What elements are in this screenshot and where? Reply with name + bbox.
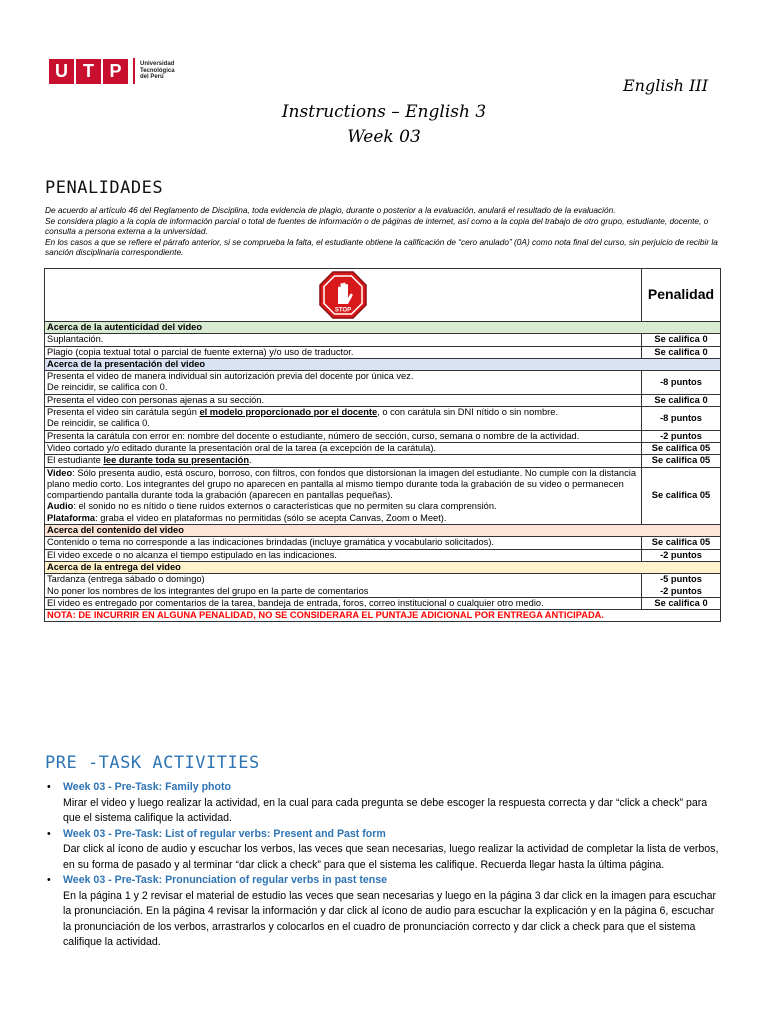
category-row-content: [45, 525, 721, 537]
category-label: Acerca del contenido del video: [45, 525, 721, 537]
description-text: , o con carátula sin DNI nítido o sin nombre.: [377, 407, 559, 418]
table-row: [45, 549, 721, 561]
table-row: [45, 394, 721, 406]
penalty-points: -8 puntos: [642, 407, 721, 431]
penalty-points: Se califica 0: [642, 394, 721, 406]
intro-paragraph: De acuerdo al artículo 46 del Reglamento de Disciplina, toda evidencia de plagio, durante o posterior a la evaluación, anulará el resultado de la evaluación.: [45, 205, 616, 215]
category-label: Acerca de la autenticidad del video: [45, 322, 721, 334]
list-item: [45, 827, 725, 874]
table-row: [45, 597, 721, 609]
description-line: Tardanza (entrega sábado o domingo): [47, 574, 205, 585]
penalty-description: [45, 371, 642, 395]
penalty-description: Contenido o tema no corresponde a las indicaciones brindadas (incluye gramática y vocabulario solicitados).: [45, 537, 642, 549]
page-subtitle-week: Week 03: [347, 127, 421, 147]
task-title[interactable]: Week 03 - Pre-Task: List of regular verbs: Present and Past form: [63, 827, 386, 840]
table-row: [45, 407, 721, 431]
task-title[interactable]: Week 03 - Pre-Task: Family photo: [63, 781, 231, 793]
penalty-description: [45, 455, 642, 467]
video-label: Video: [47, 467, 73, 478]
description-line: No poner los nombres de los integrantes del grupo en la parte de comentarios: [47, 585, 369, 596]
penalty-description: Presenta el video con personas ajenas a su sección.: [45, 394, 642, 406]
bullet-icon: •: [47, 874, 51, 886]
intro-paragraph: Se considera plagio a la copia de información parcial o total de fuentes de información o de páginas de internet, así como a la copia del trabajo de otro grupo, estudiante, docente, o consulta a persona externa a la universidad.: [45, 215, 709, 236]
penalty-description: Suplantación.: [45, 334, 642, 346]
note-row: [45, 610, 721, 622]
table-row: [45, 467, 721, 524]
penalty-description: El video es entregado por comentarios de la tarea, bandeja de entrada, foros, correo institucional o cualquier otro medio.: [45, 597, 642, 609]
list-item: [45, 873, 725, 951]
table-row: [45, 574, 721, 598]
bullet-icon: •: [47, 827, 51, 840]
penalty-points: -2 puntos: [642, 549, 721, 561]
description-text: El estudiante: [47, 455, 104, 466]
penalties-intro: [45, 205, 725, 258]
model-link: el modelo proporcionado por el docente: [199, 407, 378, 418]
category-row-delivery: [45, 561, 721, 573]
penalties-heading: PENALIDADES: [45, 178, 164, 198]
points-line: -2 puntos: [660, 585, 702, 596]
penalty-description: El video excede o no alcanza el tiempo estipulado en las indicaciones.: [45, 549, 642, 561]
logo-letter-t: T: [76, 59, 101, 84]
table-row: [45, 455, 721, 467]
description-text: Presenta el video sin carátula según: [47, 407, 200, 418]
emphasis-text: lee durante toda su presentación: [103, 455, 250, 466]
stop-text: STOP: [334, 307, 352, 314]
penalty-description: Presenta la carátula con error en: nombre del docente o estudiante, número de sección, curso, semana o nombre de la actividad.: [45, 430, 642, 442]
penalty-description: Video cortado y/o editado durante la presentación oral de la tarea (a excepción de la carátula).: [45, 442, 642, 454]
utp-logo: [49, 58, 175, 84]
penalty-note: NOTA: DE INCURRIR EN ALGUNA PENALIDAD, NO SE CONSIDERARA EL PUNTAJE ADICIONAL POR ENTREGA ANTICIPADA.: [45, 610, 721, 622]
table-row: [45, 537, 721, 549]
penalty-points: Se califica 05: [642, 442, 721, 454]
pretask-heading: PRE -TASK ACTIVITIES: [45, 753, 260, 773]
description-line: Presenta el video de manera individual sin autorización previa del docente por única vez.: [47, 371, 414, 382]
audio-text: : el sonido no es nítido o tiene ruidos externos o características que no permiten su clara comprensión.: [73, 501, 497, 512]
description-text: .: [249, 455, 252, 466]
penalty-points: Se califica 05: [642, 467, 721, 524]
table-row: [45, 430, 721, 442]
course-name: English III: [623, 76, 709, 95]
penalty-points: [642, 574, 721, 598]
table-header-row: [45, 269, 721, 322]
table-row: [45, 334, 721, 346]
audio-label: Audio: [47, 501, 74, 512]
penalty-description: [45, 574, 642, 598]
stop-sign-icon: [319, 271, 367, 319]
penalty-points: Se califica 0: [642, 346, 721, 358]
university-name: Universidad Tecnológica del Perú: [140, 61, 175, 81]
penalty-points: Se califica 0: [642, 334, 721, 346]
penalties-table: [44, 268, 721, 622]
category-row-authenticity: [45, 322, 721, 334]
penalty-points: Se califica 05: [642, 537, 721, 549]
penalty-description: [45, 467, 642, 524]
penalty-column-header: Penalidad: [642, 269, 721, 322]
description-line: De reincidir, se califica con 0.: [47, 382, 168, 393]
penalty-description: Plagio (copia textual total o parcial de fuente externa) y/o uso de traductor.: [45, 346, 642, 358]
table-row: [45, 371, 721, 395]
task-description: En la página 1 y 2 revisar el material de estudio las veces que sean necesarias y luego en la página 3 dar click en la imagen para escuchar la pronunciación. En la página 4 revisar la información y dar click al ícono de audio para escuchar la explicación y en la página 6, escuchar la pronunciación de los verbos, arrastrarlos y colocarlos en el cuadro de pronunciación correcto y dar click a check para que el sistema califique la actividad.: [63, 889, 717, 948]
penalty-points: -8 puntos: [642, 371, 721, 395]
bullet-icon: •: [47, 781, 51, 793]
penalty-points: -2 puntos: [642, 430, 721, 442]
platform-label: Plataforma: [47, 512, 96, 523]
logo-divider: [133, 58, 135, 84]
task-description: Mirar el video y luego realizar la actividad, en la cual para cada pregunta se debe escoger la respuesta correcta y dar “click a check” para que el sistema califique la actividad.: [63, 796, 708, 824]
intro-paragraph: En los casos a que se refiere el párrafo anterior, si se comprueba la falta, el estudiante obtiene la calificación de “cero anulado” (0A) como nota final del curso, sin perjuicio de recibir la sanción disciplinaria correspondiente.: [45, 236, 718, 257]
task-description: Dar click al ícono de audio y escuchar los verbos, las veces que sean necesarias, luego realizar la actividad de completar la lista de verbos, en su forma de pasado y al terminar “dar click a check” para que el sistema les califique. Recuerda llegar hasta la última página.: [63, 843, 719, 871]
points-line: -5 puntos: [660, 574, 702, 585]
logo-letter-p: P: [103, 59, 128, 84]
list-item: [45, 780, 725, 827]
category-label: Acerca de la presentación del video: [45, 358, 721, 370]
logo-letters: [49, 59, 130, 84]
task-title[interactable]: Week 03 - Pre-Task: Pronunciation of regular verbs in past tense: [63, 874, 387, 886]
stop-sign-cell: [45, 269, 642, 322]
category-label: Acerca de la entrega del video: [45, 561, 721, 573]
table-row: [45, 442, 721, 454]
page-title: Instructions – English 3: [281, 102, 487, 122]
penalty-description: [45, 407, 642, 431]
logo-letter-u: U: [49, 59, 74, 84]
platform-text: : graba el video en plataformas no permitidas (sólo se acepta Canvas, Zoom o Meet).: [95, 512, 447, 523]
table-row: [45, 346, 721, 358]
video-text: : Sólo presenta audio, está oscuro, borroso, con filtros, con fondos que distorsionan la imagen del estudiante. No cumple con la distancia plano medio corto. Los integrantes del grupo no aparecen en pantalla al mismo tiempo durante toda la grabación de su video o permanecen compartiendo pantalla durante toda la grabación (aparecen en pantallas pequeñas).: [47, 467, 636, 501]
category-row-presentation: [45, 358, 721, 370]
pretask-list: [45, 780, 725, 951]
description-line: De reincidir, se califica 0.: [47, 418, 150, 429]
penalty-points: Se califica 05: [642, 455, 721, 467]
penalty-points: Se califica 0: [642, 597, 721, 609]
